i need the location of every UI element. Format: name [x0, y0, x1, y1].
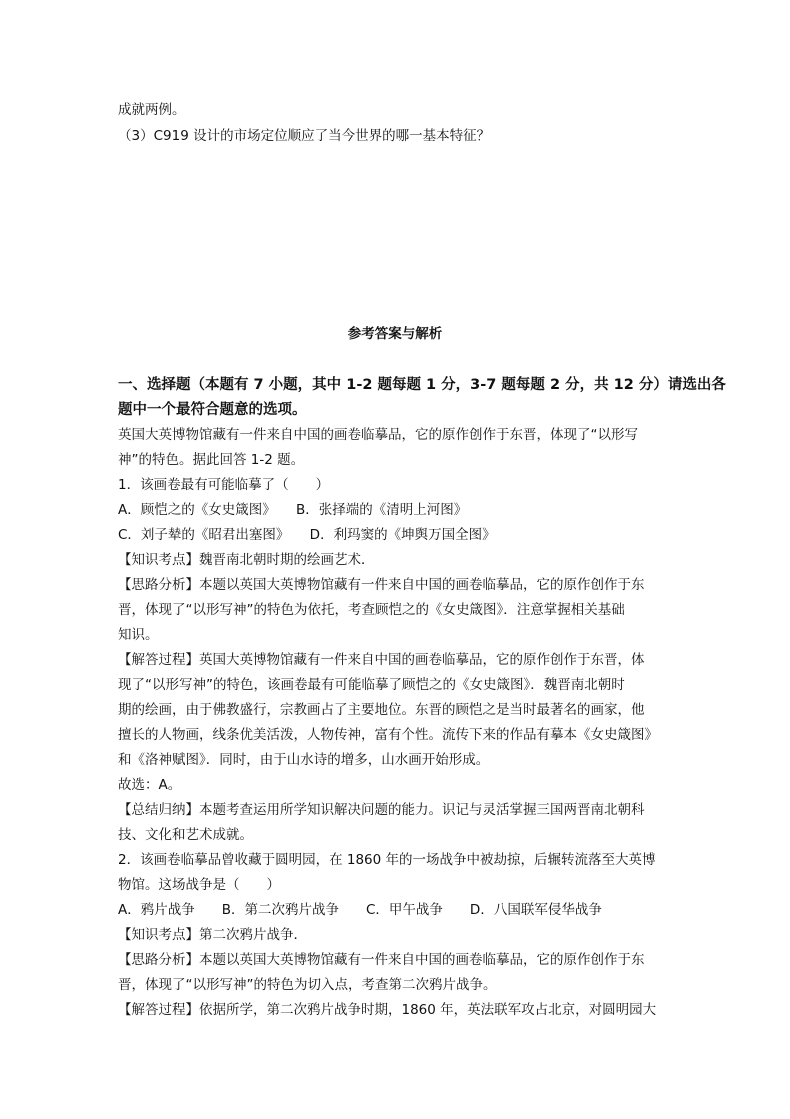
options-line: A．顾恺之的《女史箴图》 B．张择端的《清明上河图》 — [118, 502, 468, 518]
options-line: C．刘子辇的《昭君出塞图》 D．利玛窦的《坤舆万国全图》 — [118, 527, 496, 543]
analysis-line: 晋，体现了“以形写神”的特色为切入点，考查第二次鸦片战争。 — [118, 977, 497, 993]
options-line: A．鸦片战争 B．第二次鸦片战争 C．甲午战争 D．八国联军侵华战争 — [118, 902, 602, 918]
summary-line: 【总结归纳】本题考查运用所学知识解决问题的能力。识记与灵活掌握三国两晋南北朝科 — [118, 802, 645, 818]
question-3-sub3: （3）C919 设计的市场定位顺应了当今世界的哪一基本特征？ — [118, 128, 491, 144]
process-line: 现了“以形写神”的特色，该画卷最有可能临摹了顾恺之的《女史箴图》．魏晋南北朝时 — [118, 677, 625, 693]
section-heading-line: 题中一个最符合题意的选项。 — [118, 402, 307, 418]
section-heading-line: 一、选择题（本题有 7 小题，其中 1-2 题每题 1 分，3-7 题每题 2 分，共 12 分）请选出各 — [118, 377, 726, 393]
process-line: 【解答过程】英国大英博物馆藏有一件来自中国的画卷临摹品，它的原作创作于东晋，体 — [118, 652, 645, 668]
process-line: 期的绘画，由于佛教盛行，宗教画占了主要地位。东晋的顾恺之是当时最著名的画家，他 — [118, 702, 645, 718]
process-line: 擅长的人物画，线条优美活泼，人物传神，富有个性。流传下来的作品有摹本《女史箴图》 — [118, 727, 658, 743]
analysis-line: 知识。 — [118, 627, 159, 643]
question-stem: 1．该画卷最有可能临摹了（ ） — [118, 477, 330, 493]
knowledge-point: 【知识考点】魏晋南北朝时期的绘画艺术． — [118, 552, 375, 568]
process-line: 和《洛神赋图》．同时，由于山水诗的增多，山水画开始形成。 — [118, 752, 490, 768]
answer-choice: 故选：A。 — [118, 777, 182, 793]
analysis-line: 【思路分析】本题以英国大英博物馆藏有一件来自中国的画卷临摹品，它的原作创作于东 — [118, 952, 645, 968]
analysis-line: 晋，体现了“以形写神”的特色为依托，考查顾恺之的《女史箴图》．注意掌握相关基础 — [118, 602, 625, 618]
analysis-line: 【思路分析】本题以英国大英博物馆藏有一件来自中国的画卷临摹品，它的原作创作于东 — [118, 577, 645, 593]
question-stem: 物馆。这场战争是（ ） — [118, 877, 280, 893]
process-line: 【解答过程】依据所学，第二次鸦片战争时期，1860 年，英法联军攻占北京，对圆明园大 — [118, 1002, 657, 1018]
knowledge-point: 【知识考点】第二次鸦片战争． — [118, 927, 307, 943]
text-line: 成就两例。 — [118, 102, 186, 118]
question-stem: 2．该画卷临摹品曾收藏于圆明园，在 1860 年的一场战争中被劫掠，后辗转流落至大英博 — [118, 852, 656, 868]
text-line: 英国大英博物馆藏有一件来自中国的画卷临摹品，它的原作创作于东晋，体现了“以形写 — [118, 427, 638, 443]
summary-line: 技、文化和艺术成就。 — [118, 827, 253, 843]
answers-title: 参考答案与解析 — [347, 326, 443, 342]
text-line: 神”的特色。据此回答 1-2 题。 — [118, 452, 305, 468]
